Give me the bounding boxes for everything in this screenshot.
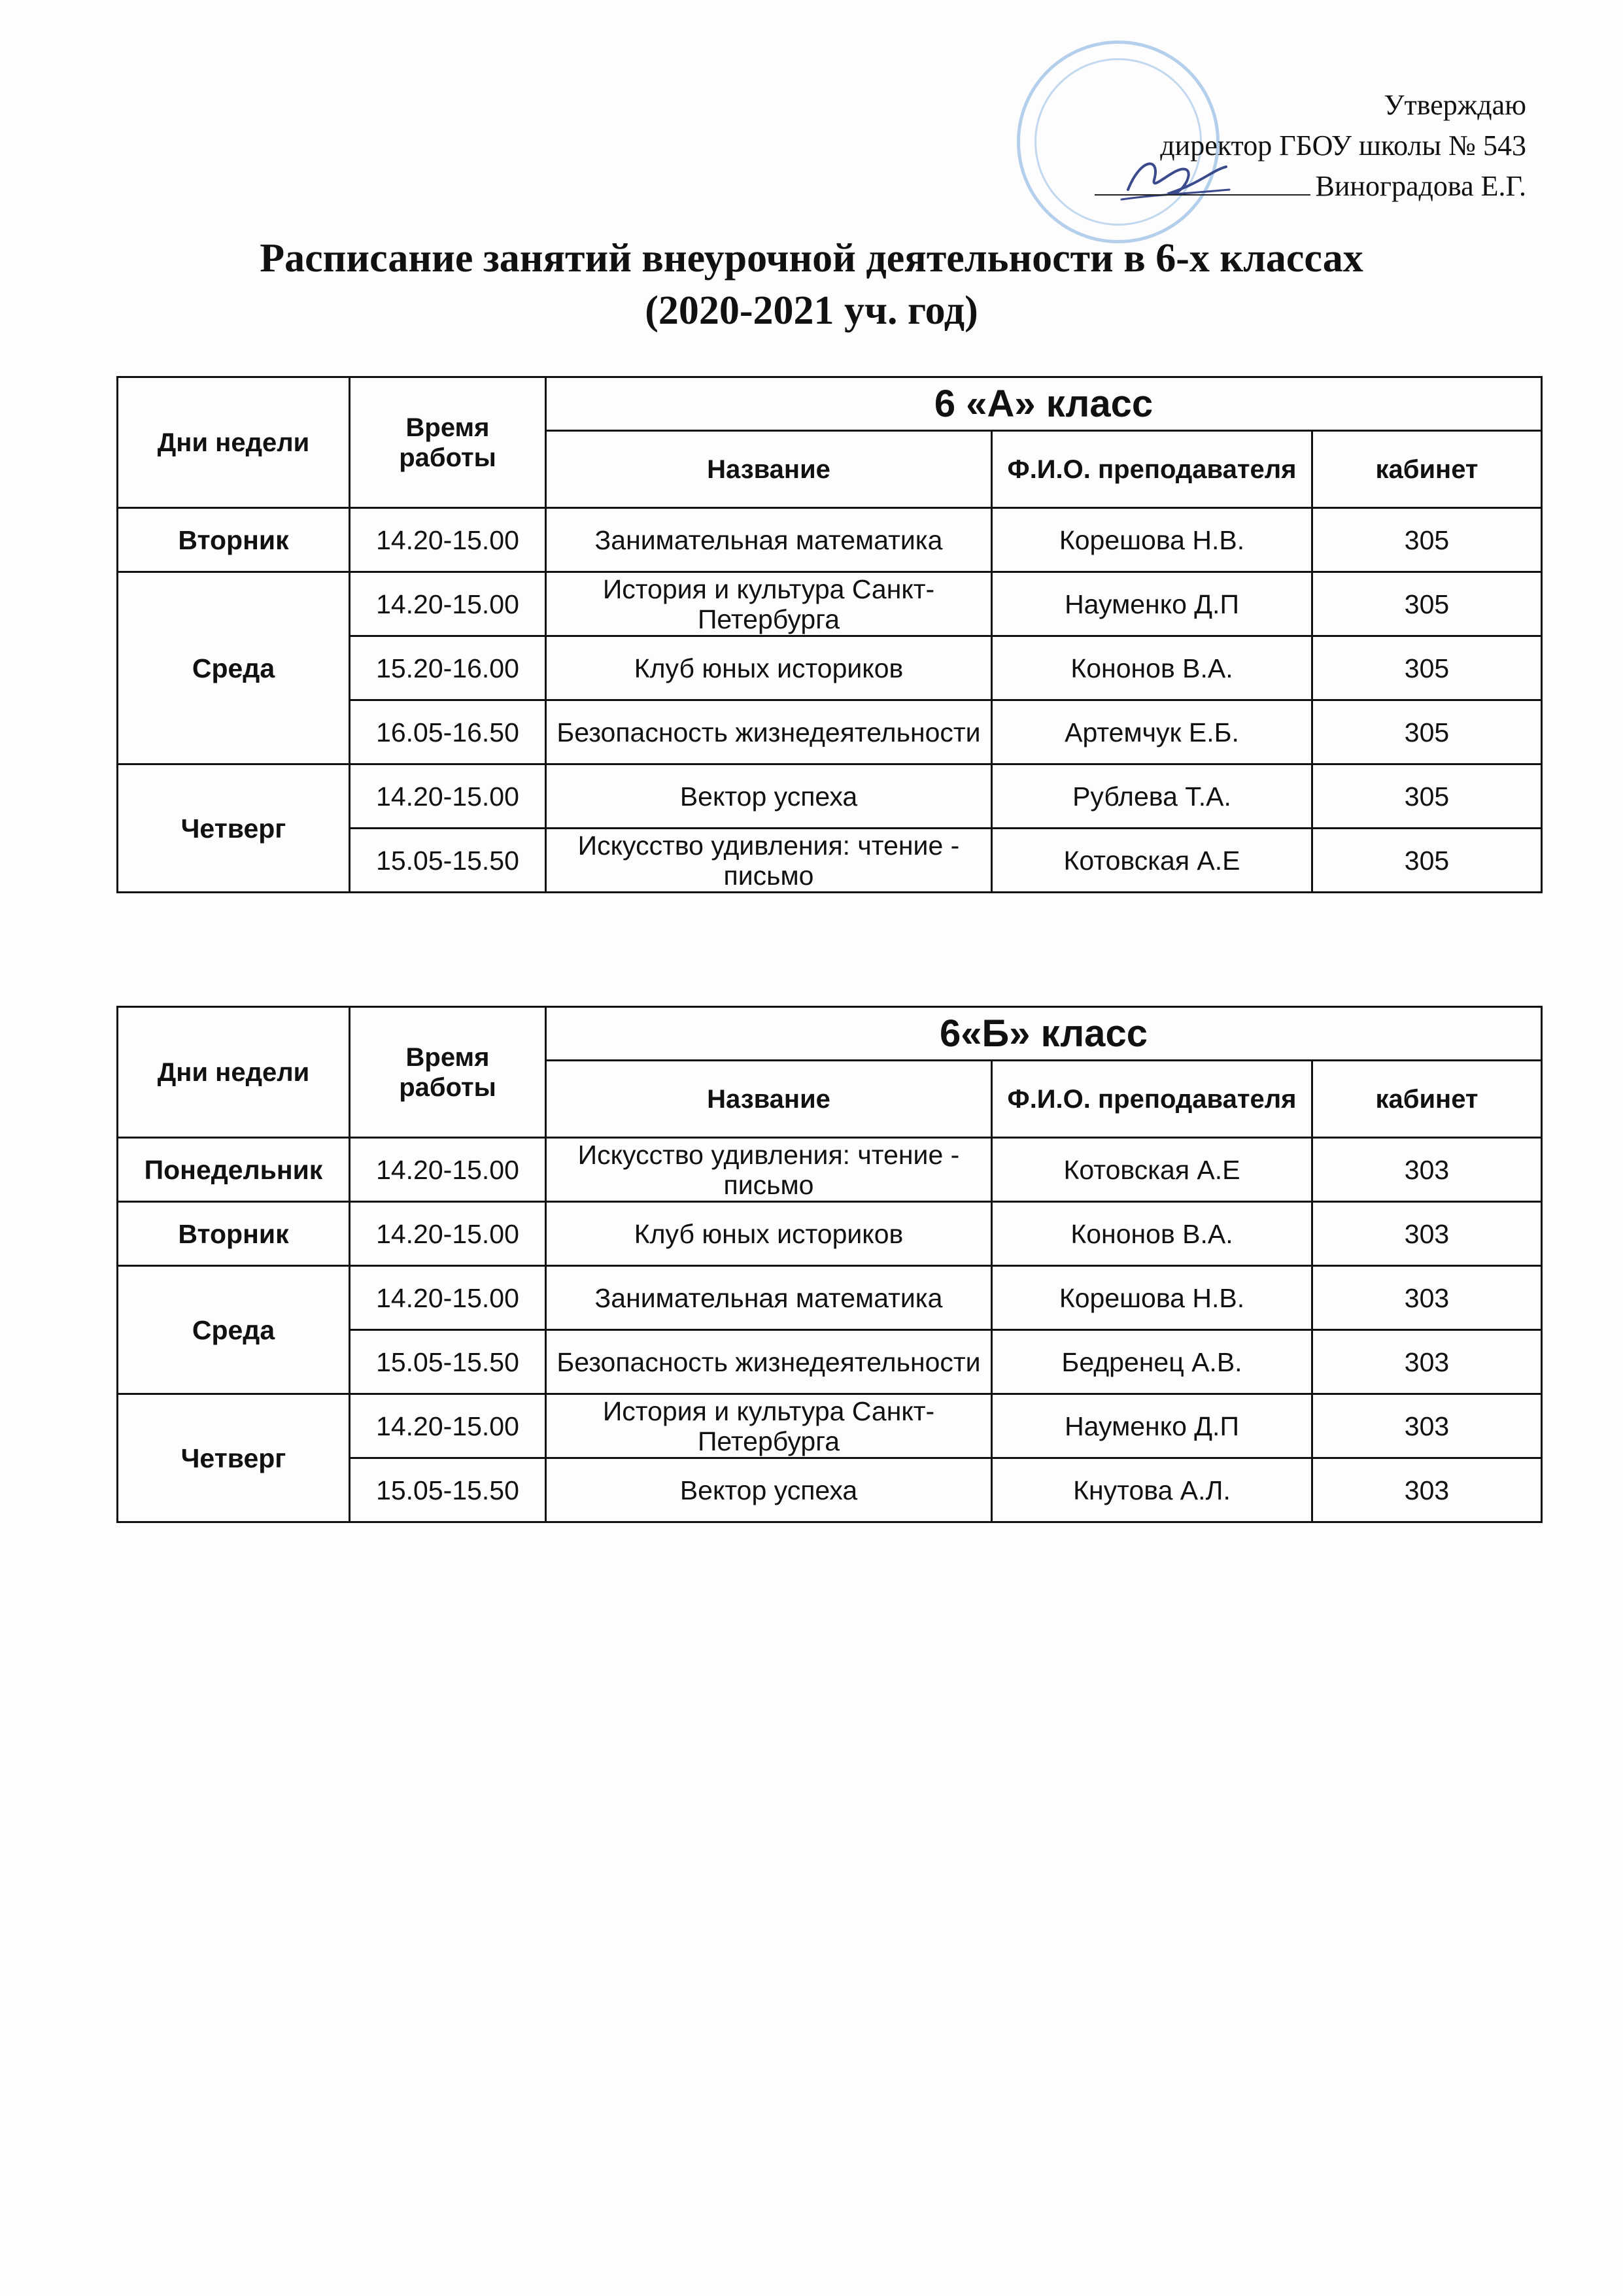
activity-name-cell: Клуб юных историков: [546, 1202, 992, 1266]
class-title-6b: 6«Б» класс: [546, 1007, 1542, 1061]
teacher-cell: Науменко Д.П: [992, 1394, 1312, 1458]
time-cell: 14.20-15.00: [350, 1394, 546, 1458]
activity-name-cell: Вектор успеха: [546, 764, 992, 829]
header-teacher: Ф.И.О. преподавателя: [992, 431, 1312, 508]
schedule-body-6b: [118, 1138, 1542, 1522]
activity-name-cell: Искусство удивления: чтение - письмо: [546, 829, 992, 893]
class-title-6a: 6 «А» класс: [546, 377, 1542, 431]
schedule-body-6a: [118, 508, 1542, 893]
activity-name-cell: История и культура Санкт-Петербурга: [546, 572, 992, 636]
teacher-cell: Котовская А.Е: [992, 1138, 1312, 1202]
room-cell: 303: [1312, 1138, 1542, 1202]
room-cell: 305: [1312, 764, 1542, 829]
room-cell: 305: [1312, 508, 1542, 572]
approval-signatory: [1003, 166, 1526, 207]
time-cell: 14.20-15.00: [350, 1202, 546, 1266]
time-cell: 14.20-15.00: [350, 508, 546, 572]
table-row: [118, 764, 1542, 829]
time-cell: 14.20-15.00: [350, 764, 546, 829]
table-row: [118, 1202, 1542, 1266]
activity-name-cell: Безопасность жизнедеятельности: [546, 700, 992, 764]
day-cell: Среда: [118, 572, 350, 764]
activity-name-cell: Занимательная математика: [546, 508, 992, 572]
table-row: [118, 1138, 1542, 1202]
teacher-cell: Артемчук Е.Б.: [992, 700, 1312, 764]
activity-name-cell: Вектор успеха: [546, 1458, 992, 1522]
signature-line: [1095, 168, 1310, 196]
header-name: Название: [546, 1061, 992, 1138]
title-line-1: Расписание занятий внеурочной деятельности в 6-х классах: [260, 236, 1363, 281]
time-cell: 15.05-15.50: [350, 1330, 546, 1394]
room-cell: 303: [1312, 1330, 1542, 1394]
activity-name-cell: Искусство удивления: чтение - письмо: [546, 1138, 992, 1202]
day-cell: Четверг: [118, 764, 350, 893]
table-row: [118, 572, 1542, 636]
header-day: Дни недели: [118, 1007, 350, 1138]
page-title: [0, 232, 1623, 337]
activity-name-cell: Клуб юных историков: [546, 636, 992, 700]
time-cell: 16.05-16.50: [350, 700, 546, 764]
teacher-cell: Науменко Д.П: [992, 572, 1312, 636]
time-cell: 15.20-16.00: [350, 636, 546, 700]
day-cell: Среда: [118, 1266, 350, 1394]
schedule-table-6a: [116, 376, 1543, 893]
time-cell: 14.20-15.00: [350, 1138, 546, 1202]
activity-name-cell: Занимательная математика: [546, 1266, 992, 1330]
teacher-cell: Корешова Н.В.: [992, 1266, 1312, 1330]
header-name: Название: [546, 431, 992, 508]
room-cell: 303: [1312, 1394, 1542, 1458]
header-teacher: Ф.И.О. преподавателя: [992, 1061, 1312, 1138]
room-cell: 303: [1312, 1266, 1542, 1330]
activity-name-cell: Безопасность жизнедеятельности: [546, 1330, 992, 1394]
teacher-cell: Бедренец А.В.: [992, 1330, 1312, 1394]
header-time: Время работы: [350, 1007, 546, 1138]
header-room: кабинет: [1312, 1061, 1542, 1138]
teacher-cell: Кононов В.А.: [992, 636, 1312, 700]
schedule-table-6b: [116, 1006, 1543, 1523]
table-row: [118, 1266, 1542, 1330]
header-time: Время работы: [350, 377, 546, 508]
title-line-2: (2020-2021 уч. год): [645, 288, 978, 333]
time-cell: 14.20-15.00: [350, 572, 546, 636]
teacher-cell: Кнутова А.Л.: [992, 1458, 1312, 1522]
teacher-cell: Рублева Т.А.: [992, 764, 1312, 829]
activity-name-cell: История и культура Санкт-Петербурга: [546, 1394, 992, 1458]
header-day: Дни недели: [118, 377, 350, 508]
room-cell: 305: [1312, 829, 1542, 893]
approval-heading: Утверждаю: [1384, 89, 1526, 121]
teacher-cell: Кононов В.А.: [992, 1202, 1312, 1266]
room-cell: 303: [1312, 1458, 1542, 1522]
room-cell: 305: [1312, 572, 1542, 636]
room-cell: 305: [1312, 636, 1542, 700]
day-cell: Четверг: [118, 1394, 350, 1522]
room-cell: 305: [1312, 700, 1542, 764]
approval-block: [1003, 85, 1526, 207]
day-cell: Вторник: [118, 1202, 350, 1266]
day-cell: Вторник: [118, 508, 350, 572]
time-cell: 15.05-15.50: [350, 1458, 546, 1522]
day-cell: Понедельник: [118, 1138, 350, 1202]
time-cell: 15.05-15.50: [350, 829, 546, 893]
teacher-cell: Котовская А.Е: [992, 829, 1312, 893]
table-row: [118, 1394, 1542, 1458]
teacher-cell: Корешова Н.В.: [992, 508, 1312, 572]
time-cell: 14.20-15.00: [350, 1266, 546, 1330]
header-room: кабинет: [1312, 431, 1542, 508]
approval-director-name: Виноградова Е.Г.: [1315, 170, 1526, 202]
approval-position: директор ГБОУ школы № 543: [1160, 129, 1526, 162]
table-row: [118, 508, 1542, 572]
room-cell: 303: [1312, 1202, 1542, 1266]
